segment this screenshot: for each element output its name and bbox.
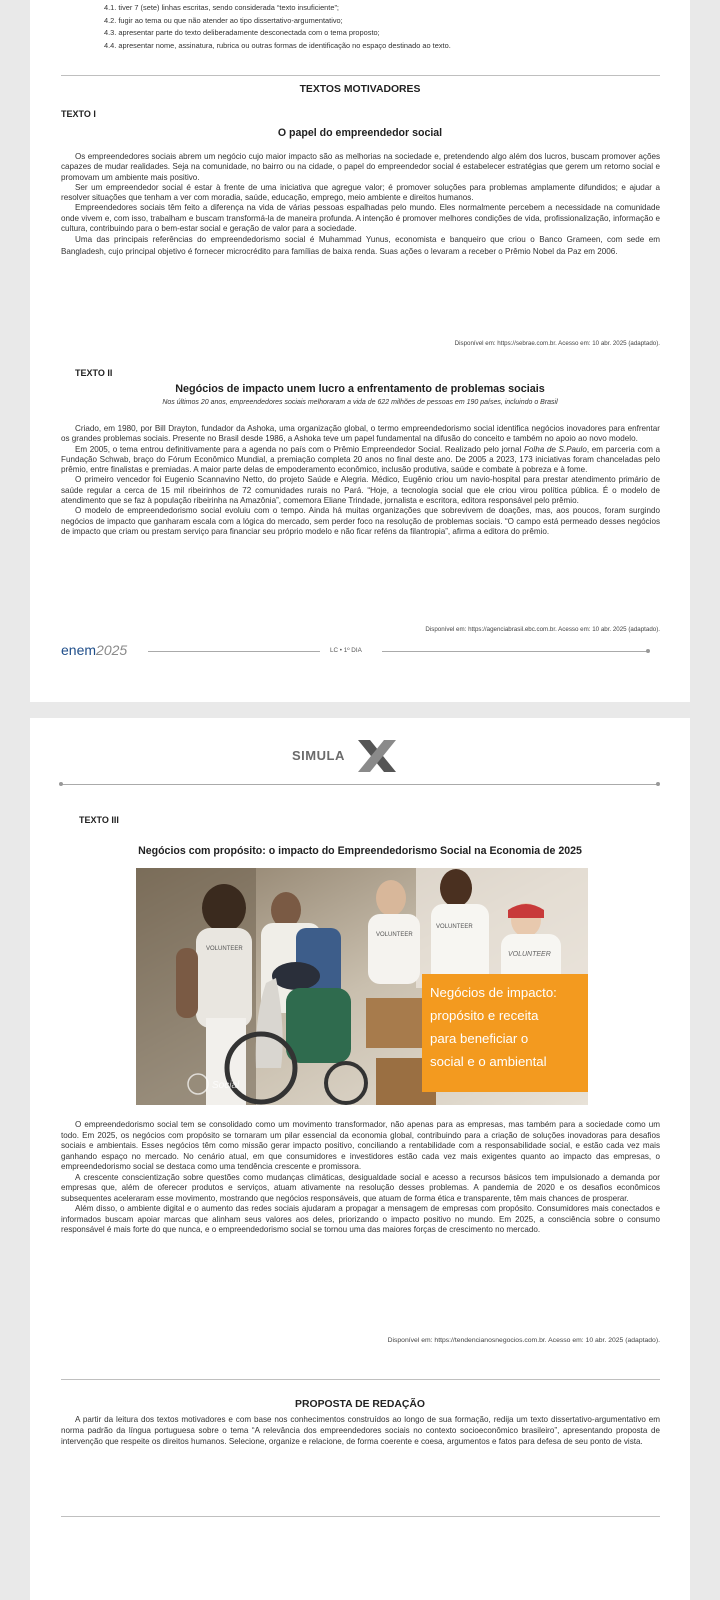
paragraph: Além disso, o ambiente digital e o aumento das redes sociais ajudaram a propagar a mensagem de empresas com propósito. Consumidores mais conectados e informados buscam apoiar marcas que alinham seus valores aos deles, priorizando o impacto positivo no mundo. Em 2025, a consciência sobre o consumo responsável é mais forte do que nunca, e o empreendedorismo social se tornou uma das maiores forças de crescimento no mercado. [61, 1204, 660, 1234]
paragraph: Uma das principais referências do empreendedorismo social é Muhammad Yunus, economista e banqueiro que criou o Banco Grameen, com sede em Bangladesh, cujo principal objetivo é fornecer microcrédito para famílias de baixa renda. Suas ações o levaram a receber o Prêmio Nobel da Paz em 2006. [61, 235, 660, 256]
header-dot-right [656, 782, 660, 786]
texto2-body [61, 424, 660, 537]
exam-page-1 [30, 0, 690, 702]
newspaper-name: Folha de S.Paulo [523, 444, 587, 454]
caption-line: propósito e receita [430, 1008, 539, 1023]
caption-line: Negócios de impacto: [430, 985, 557, 1000]
x-mark-icon [356, 738, 398, 774]
texto2-label: TEXTO II [75, 368, 113, 378]
exam-page-2 [30, 718, 690, 1600]
texto2-source: Disponível em: https://agenciabrasil.ebc.com.br. Acesso em: 10 abr. 2025 (adaptado). [425, 626, 660, 633]
divider [61, 1379, 660, 1380]
footer-day: LC • 1º DIA [330, 647, 362, 654]
rule-item: 4.2. fugir ao tema ou que não atender ao tipo dissertativo-argumentativo; [104, 15, 343, 25]
disqualification-rules [104, 2, 684, 52]
texto2-title: Negócios de impacto unem lucro a enfrentamento de problemas sociais [175, 383, 545, 395]
rule-item: 4.3. apresentar parte do texto deliberadamente desconectada com o tema proposto; [104, 28, 380, 38]
shirt-text: VOLUNTEER [508, 951, 551, 958]
texto1-body [61, 152, 660, 258]
divider [61, 75, 660, 76]
paragraph: Os empreendedores sociais abrem um negócio cujo maior impacto são as melhorias na sociedade e, pretendendo algo além dos lucros, buscam promover ações capazes de mudar realidades. Seja na comunidade, no bairro ou na cidade, o papel do empreendedor social é estabelecer estratégias que gerem um retorno social e promovam um ambiente mais positivo. [61, 152, 660, 182]
shirt-text: VOLUNTEER [376, 932, 413, 938]
simula-logo: SIMULA [292, 736, 432, 776]
paragraph: O empreendedorismo social tem se consolidado como um movimento transformador, não apenas para as empresas, mas também para a sociedade como um todo. Em 2025, os negócios com propósito se tornaram um pilar essencial da economia global, contribuindo para a criação de soluções inovadoras para desafios sociais e ambientais. Esses negócios têm como missão gerar impacto positivo, conciliando a rentabilidade com a responsabilidade social, e estão cada vez mais ganhando espaço no mercado. No cenário atual, em que consumidores e investidores estão cada vez mais exigentes quanto ao impacto das empresas, o empreendedorismo social se destaca como uma tendência crescente e promissora. [61, 1120, 660, 1171]
header-dot-left [59, 782, 63, 786]
texto1-label: TEXTO I [61, 109, 96, 119]
proposta-body [61, 1414, 660, 1448]
footer-dot [646, 649, 650, 653]
divider [61, 1516, 660, 1517]
shirt-text: VOLUNTEER [206, 946, 243, 952]
enem-logo: enem2025 [61, 642, 128, 658]
watermark-text: Social [212, 1080, 240, 1091]
texto2-subtitle: Nos últimos 20 anos, empreendedores sociais melhoraram a vida de 622 milhões de pessoas em 190 países, incluindo o Brasil [162, 399, 558, 406]
paragraph: A partir da leitura dos textos motivadores e com base nos conhecimentos construídos ao longo de sua formação, redija um texto dissertativo-argumentativo em norma padrão da língua portuguesa sobre o tema “A relevância dos empreendedores sociais no contexto socioeconômico brasileiro”, apresentando proposta de intervenção que respeite os direitos humanos. Selecione, organize e relacione, de forma coerente e coesa, argumentos e fatos para defesa de seu ponto de vista. [61, 1415, 660, 1447]
texto1-title: O papel do empreendedor social [277, 127, 443, 139]
footer-line-left [148, 651, 320, 652]
header-line [61, 784, 658, 785]
texto3-title: Negócios com propósito: o impacto do Empreendedorismo Social na Economia de 2025 [138, 845, 582, 857]
paragraph: O modelo de empreendedorismo social evoluiu com o tempo. Ainda há muitas organizações que sobrevivem de doações, mas, aos poucos, foram surgindo negócios de impacto que ganharam escala com a lógica do mercado, sem perder foco na resolução de problemas sociais. “O campo está permeado desses negócios de impacto que criam ou prestam serviço para financiar seu próprio modelo e não ficar reféns da filantropia”, afirma a editora do prêmio. [61, 506, 660, 536]
paragraph: Ser um empreendedor social é estar à frente de uma iniciativa que agregue valor; é promover soluções para problemas amplamente difundidos; e ajudar a resolver situações que tenham a ver com moradia, saúde, educação, emprego, meio ambiente e direitos humanos. [61, 182, 660, 203]
motivadores-heading: TEXTOS MOTIVADORES [299, 84, 421, 95]
texto1-source: Disponível em: https://sebrae.com.br. Acesso em: 10 abr. 2025 (adaptado). [454, 340, 660, 347]
texto3-body [61, 1120, 660, 1236]
shirt-text: VOLUNTEER [436, 924, 473, 930]
footer-line-right [382, 651, 648, 652]
paragraph: Empreendedores sociais têm feito a diferença na vida de várias pessoas espalhadas pelo mundo. Eles normalmente percebem a necessidade na comunidade onde vivem e, com isso, trabalham e buscam transformá-la de maneira profunda. A intenção é promover melhores condições de vida, profissionalização, informação e cultura, contribuindo para o bem-estar social e geração de valor para a sociedade. [61, 203, 660, 234]
rule-item: 4.1. tiver 7 (sete) linhas escritas, sendo considerada “texto insuficiente”; [104, 3, 339, 12]
rule-item: 4.4. apresentar nome, assinatura, rubrica ou outras formas de identificação no espaço destinado ao texto. [104, 40, 451, 50]
texto3-label: TEXTO III [79, 815, 119, 825]
paragraph: Em 2005, o tema entrou definitivamente para a agenda no país com o Prêmio Empreendedor Social. Realizado pelo jornal Folha de S.Paulo, em parceria com a Fundação Schwab, braço do Fórum Econômico Mundial, a premiação completa 20 anos no final deste ano. De 2005 a 2023, 173 iniciativas foram chanceladas pelo prêmio, entre finalistas e premiadas. A maior parte delas de empoderamento econômico, inclusão produtiva, saúde e combate à pobreza e à fome. [61, 444, 660, 475]
paragraph: Criado, em 1980, por Bill Drayton, fundador da Ashoka, uma organização global, o termo empreendedorismo social identifica negócios inovadores para enfrentar os grandes problemas sociais. Presente no Brasil desde 1986, a Ashoka teve um papel fundamental na difusão do conceito e também no apoio ao novo modelo. [61, 424, 660, 444]
proposta-heading: PROPOSTA DE REDAÇÃO [295, 1399, 425, 1410]
photo-illustration [136, 868, 588, 1105]
caption-line: social e o ambiental [430, 1054, 547, 1069]
paragraph: A crescente conscientização sobre questões como mudanças climáticas, desigualdade social e acesso a recursos básicos tem impulsionado a demanda por empresas que, além de oferecer produtos e serviços, atuam ativamente na resolução desses problemas. A pandemia de 2020 e os desafios econômicos subsequentes aceleraram esse movimento, mostrando que negócios responsáveis, que atuam de forma ética e transparente, têm mais chances de prosperar. [61, 1172, 660, 1203]
volunteers-photo [136, 868, 588, 1105]
caption-line: para beneficiar o [430, 1031, 529, 1046]
paragraph: O primeiro vencedor foi Eugenio Scannavino Netto, do projeto Saúde e Alegria. Médico, Eugênio criou um navio-hospital para prestar atendimento primário de saúde regular a cerca de 15 mil ribeirinhos de 72 comunidades rurais no Pará. “Hoje, a tecnologia social que ele criou virou política pública. É o modelo de atendimento que se faz à população ribeirinha na Amazônia”, comemora Eliane Trindade, jornalista e escritora, editora responsável pelo prêmio. [61, 475, 660, 506]
texto3-source: Disponível em: https://tendencianosnegocios.com.br. Acesso em: 10 abr. 2025 (adaptado). [387, 1337, 660, 1344]
